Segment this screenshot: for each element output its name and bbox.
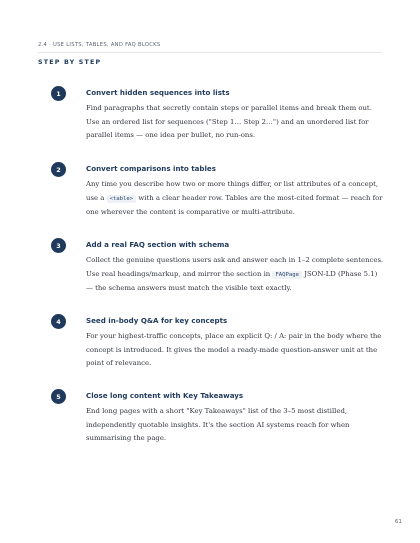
step-number-badge: 3	[51, 238, 66, 253]
step-number-badge: 1	[51, 86, 66, 101]
step-description	[86, 178, 386, 220]
step-description	[86, 405, 386, 446]
page-number: 61	[394, 519, 402, 525]
step-title: Seed in-body Q&A for key concepts	[86, 316, 228, 325]
step-number-badge: 4	[51, 314, 66, 329]
step-number-badge: 5	[51, 389, 66, 404]
step-text-line: Use an ordered list for sequences ("Step 1… Step 2…") and an unordered list for	[86, 117, 369, 126]
step-text-line	[86, 268, 386, 283]
step-title: Convert comparisons into tables	[86, 164, 216, 173]
step-title: Convert hidden sequences into lists	[86, 88, 230, 97]
step-text-line: concept is introduced. It gives the model a ready-made question-answer unit at the	[86, 345, 378, 354]
header-divider	[38, 52, 382, 53]
section-label: 2.4 · USE LISTS, TABLES, AND FAQ BLOCKS	[38, 42, 161, 48]
step-text-fragment: Use real headings/markup, and mirror the section in	[86, 269, 271, 278]
inline-code: <table>	[107, 195, 137, 203]
step-title: Add a real FAQ section with schema	[86, 240, 230, 249]
step-text-fragment: use a	[86, 193, 105, 202]
step-text-line: End long pages with a short "Key Takeaways" list of the 3–5 most distilled,	[86, 407, 348, 415]
step-text-line: parallel items — one idea per bullet, no run-ons.	[86, 131, 256, 140]
step-text-line: one wherever the content is comparative or multi-attribute.	[86, 208, 295, 217]
step-text-line: Any time you describe how two or more things differ, or list attributes of a concept,	[86, 180, 379, 188]
step-text-line: independently quotable insights. It's the section AI systems reach for when	[86, 420, 350, 429]
step-text-line: For your highest-traffic concepts, place an explicit Q: / A: pair in the body where the	[86, 332, 382, 340]
step-text-line	[86, 192, 386, 207]
step-description	[86, 254, 386, 296]
step-text-line: summarising the page.	[86, 434, 167, 443]
step-text-line: Collect the genuine questions users ask and answer each in 1–2 complete sentences.	[86, 256, 384, 264]
step-text-line: point of relevance.	[86, 359, 152, 368]
step-description	[86, 102, 386, 143]
step-number-badge: 2	[51, 162, 66, 177]
inline-code: FAQPage	[272, 271, 302, 279]
step-description	[86, 330, 386, 371]
page-heading: STEP BY STEP	[38, 59, 102, 66]
step-text-line: — the schema answers must match the visible text exactly.	[86, 284, 292, 293]
step-text-fragment: JSON-LD (Phase 5.1)	[304, 269, 378, 278]
step-text-fragment: with a clear header row. Tables are the most-cited format — reach for	[138, 193, 383, 202]
step-title: Close long content with Key Takeaways	[86, 391, 244, 400]
step-text-line: Find paragraphs that secretly contain steps or parallel items and break them out.	[86, 104, 372, 112]
